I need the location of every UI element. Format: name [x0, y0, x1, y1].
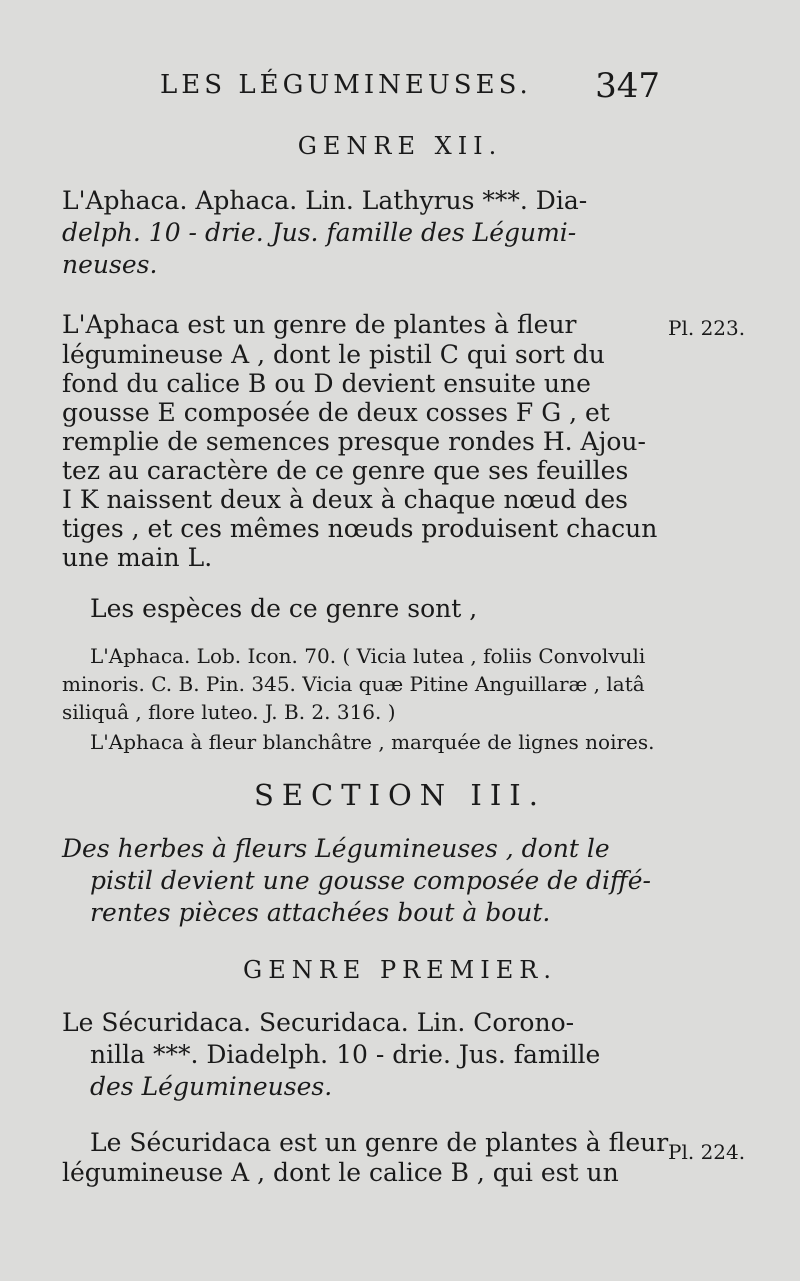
description-line-3: fond du calice B ou D devient ensuite une [62, 369, 591, 398]
description-line-8: tiges , et ces mêmes nœuds produisent chacun [62, 514, 658, 543]
genre-premier-line-1: Le Sécuridaca. Securidaca. Lin. Corono- [62, 1008, 575, 1037]
securidaca-line-2: légumineuse A , dont le calice B , qui est un [62, 1158, 619, 1187]
genre-xii-line-3: neuses. [62, 250, 158, 279]
section-iii-line-1: Des herbes à fleurs Légumineuses , dont le [62, 834, 610, 863]
genre-premier-line-3: des Légumineuses. [90, 1072, 333, 1101]
running-title: LES LÉGUMINEUSES. [160, 70, 532, 100]
section-iii-line-3: rentes pièces attachées bout à bout. [90, 898, 551, 927]
genre-premier-heading: GENRE PREMIER. [243, 956, 557, 984]
description-line-4: gousse E composée de deux cosses F G , et [62, 398, 610, 427]
genre-xii-line-1: L'Aphaca. Aphaca. Lin. Lathyrus ***. Dia- [62, 186, 588, 215]
securidaca-line-1: Le Sécuridaca est un genre de plantes à fleur [90, 1128, 669, 1157]
genre-premier-line-2: nilla ***. Diadelph. 10 - drie. Jus. famille [90, 1040, 601, 1069]
section-iii-heading: SECTION III. [254, 778, 546, 812]
species-line-3: siliquâ , flore luteo. J. B. 2. 316. ) [62, 700, 396, 724]
genre-xii-heading: GENRE XII. [297, 132, 503, 160]
plate-reference-223: Pl. 223. [668, 316, 746, 340]
species-line-4: L'Aphaca à fleur blanchâtre , marquée de lignes noires. [90, 730, 655, 754]
description-line-2: légumineuse A , dont le pistil C qui sort du [62, 340, 605, 369]
plate-reference-224: Pl. 224. [668, 1140, 746, 1164]
species-line-1: L'Aphaca. Lob. Icon. 70. ( Vicia lutea , foliis Convolvuli [90, 644, 646, 668]
description-line-5: remplie de semences presque rondes H. Ajou- [62, 427, 646, 456]
genre-xii-line-2: delph. 10 - drie. Jus. famille des Légumi- [62, 218, 577, 247]
species-intro: Les espèces de ce genre sont , [90, 594, 478, 623]
description-line-7: I K naissent deux à deux à chaque nœud des [62, 485, 628, 514]
species-line-2: minoris. C. B. Pin. 345. Vicia quæ Pitine Anguillaræ , latâ [62, 672, 645, 696]
section-iii-line-2: pistil devient une gousse composée de diffé- [90, 866, 651, 895]
description-line-9: une main L. [62, 543, 213, 572]
page-number: 347 [595, 66, 660, 106]
description-line-6: tez au caractère de ce genre que ses feuilles [62, 456, 629, 485]
description-line-1: L'Aphaca est un genre de plantes à fleur [62, 310, 577, 339]
